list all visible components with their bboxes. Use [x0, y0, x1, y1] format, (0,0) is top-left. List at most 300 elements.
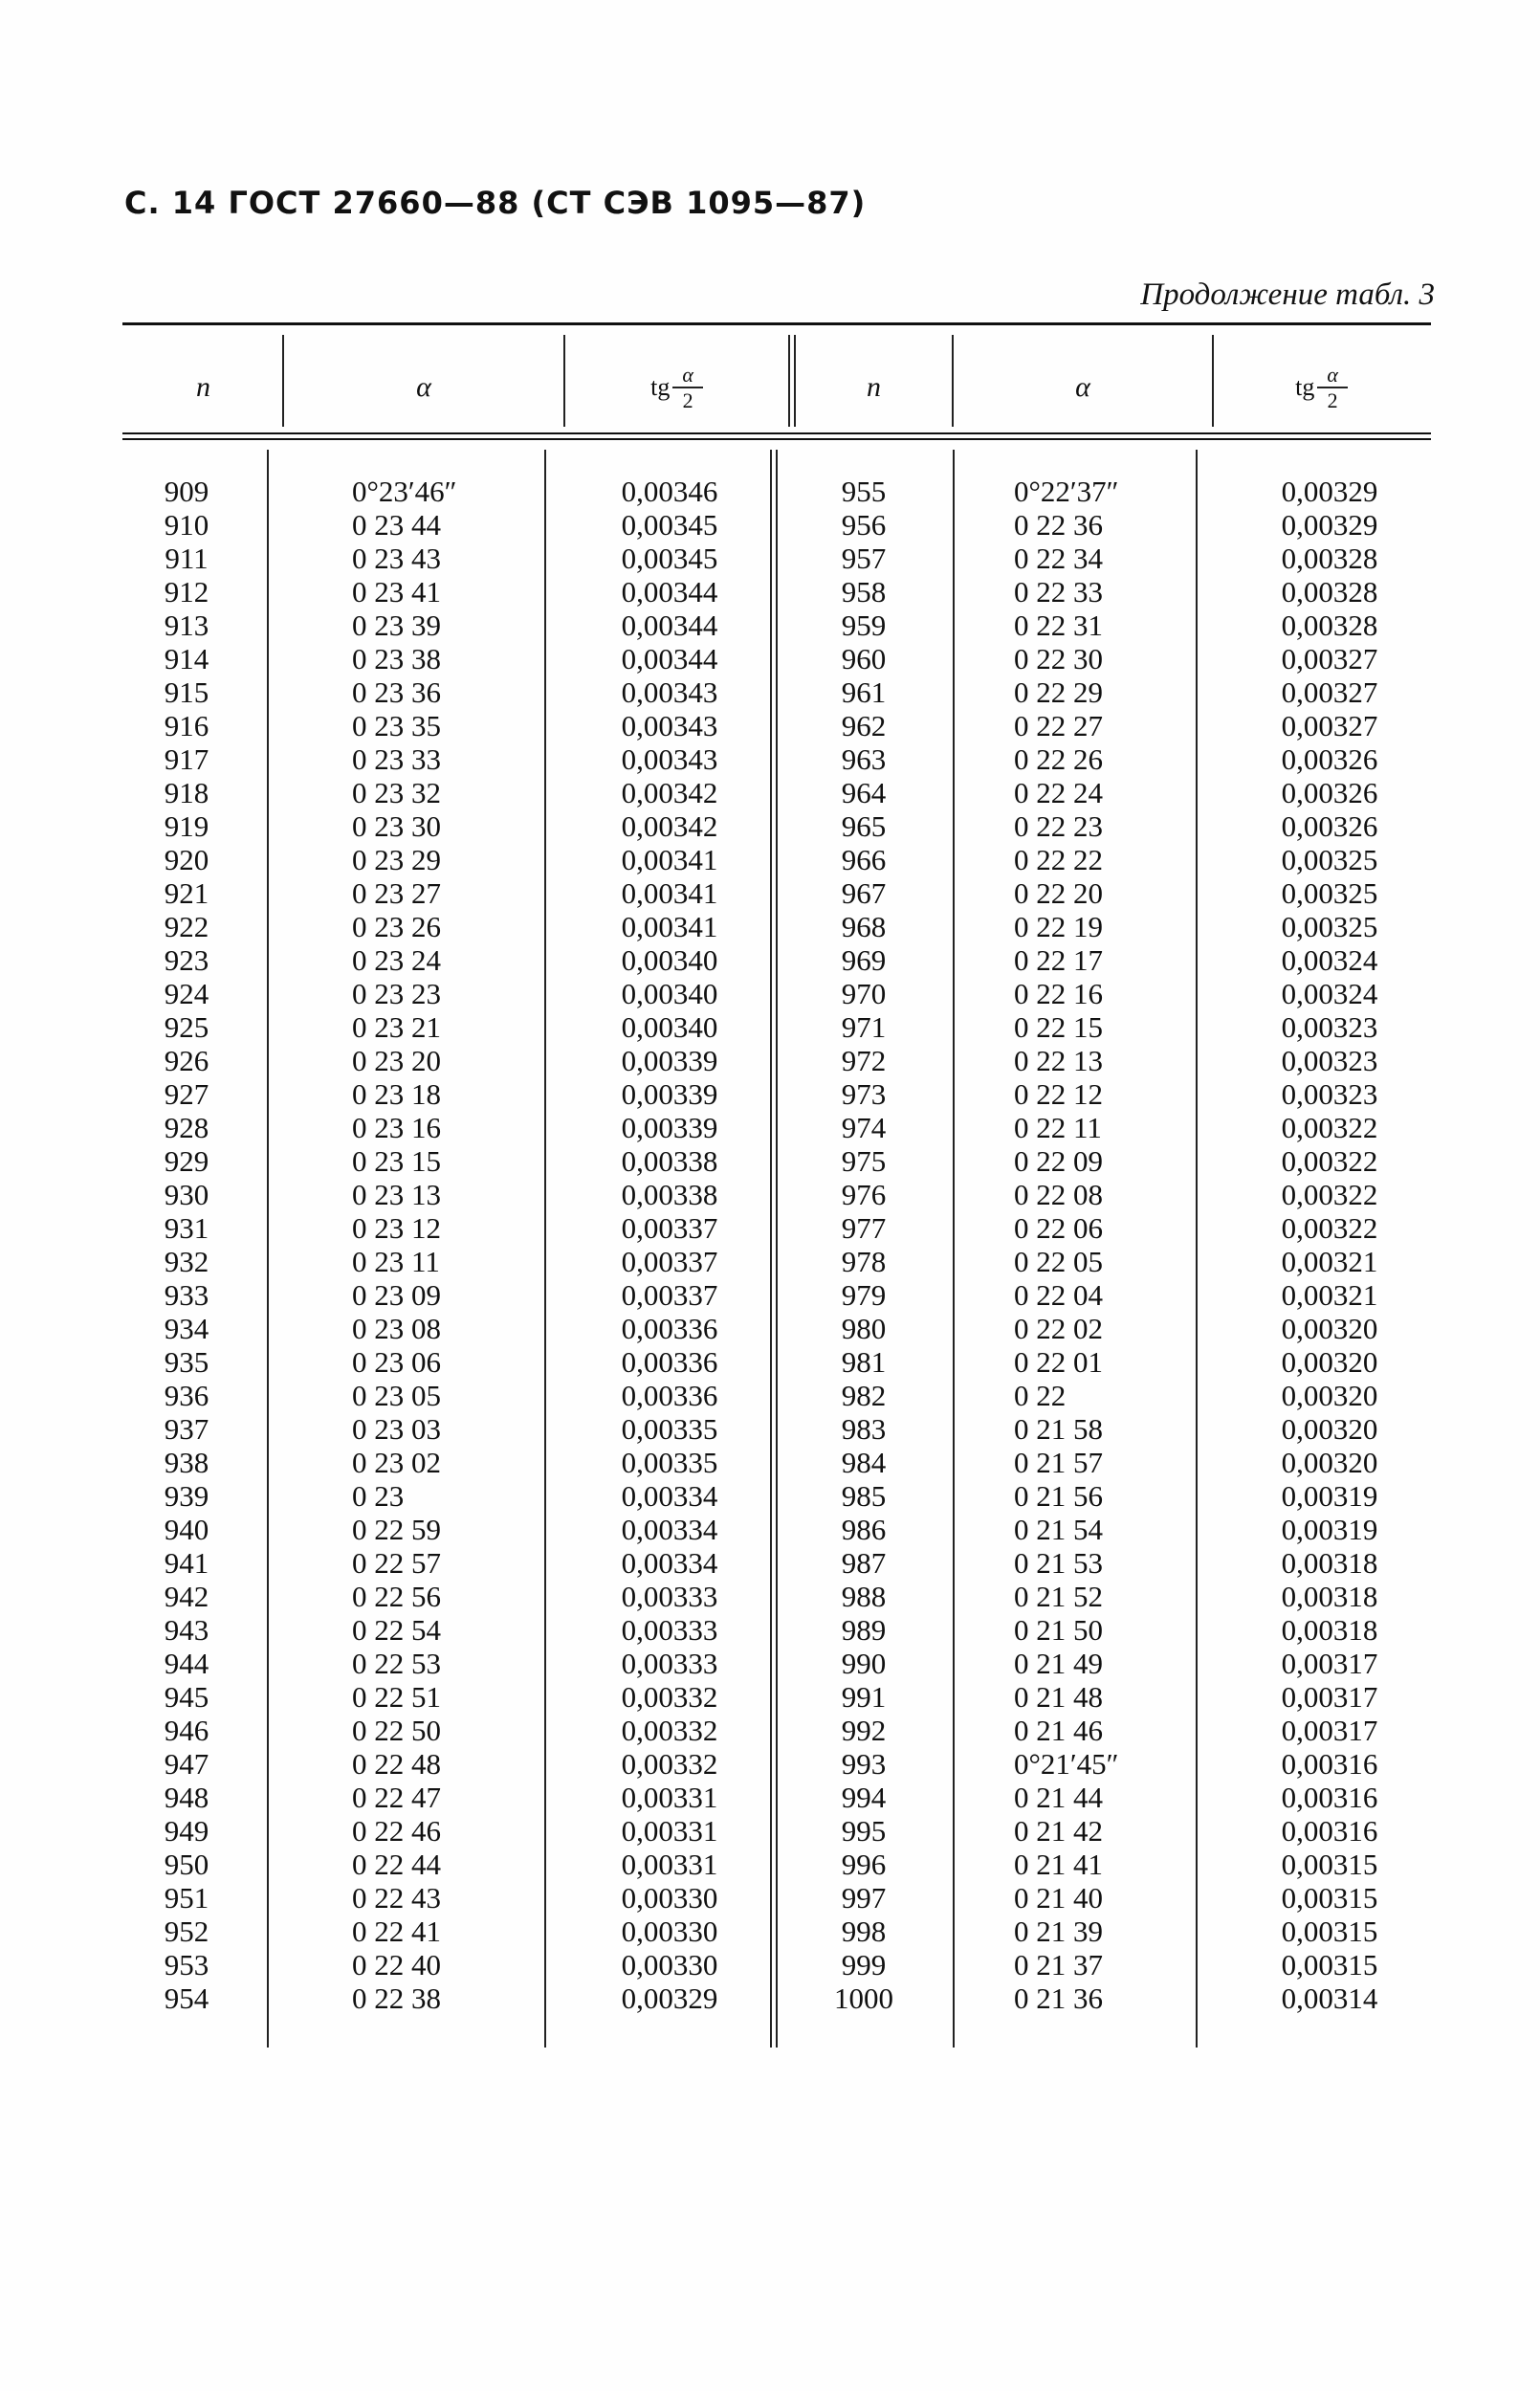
tg-half-alpha-formula — [1295, 363, 1348, 413]
table-cell-n: 952 — [164, 1915, 209, 1948]
table-cell-tg: 0,00315 — [1281, 1948, 1378, 1981]
table-cell-alpha: 0 22 12 — [1014, 1077, 1103, 1111]
table-cell-alpha: 0 22 34 — [1014, 542, 1103, 575]
table-cell-alpha: 0 22 36 — [1014, 508, 1103, 542]
table-cell-alpha: 0 23 15 — [352, 1144, 441, 1178]
table-cell-tg: 0,00346 — [621, 475, 718, 508]
table-cell-alpha: 0 22 53 — [352, 1647, 441, 1680]
table-cell-n: 986 — [841, 1513, 887, 1546]
table-cell-n: 909 — [164, 475, 209, 508]
table-cell-n: 931 — [164, 1211, 209, 1245]
table-cell-n: 979 — [841, 1278, 887, 1312]
table-cell-tg: 0,00334 — [621, 1546, 718, 1580]
table-cell-tg: 0,00323 — [1281, 1010, 1378, 1044]
table-cell-n: 935 — [164, 1345, 209, 1379]
table-cell-n: 997 — [841, 1881, 887, 1915]
table-cell-n: 921 — [164, 876, 209, 910]
table-cell-tg: 0,00320 — [1281, 1379, 1378, 1412]
table-cell-tg: 0,00316 — [1281, 1814, 1378, 1848]
table-cell-alpha: 0 22 41 — [352, 1915, 441, 1948]
table-cell-alpha: 0 21 42 — [1014, 1814, 1103, 1848]
table-cell-n: 990 — [841, 1647, 887, 1680]
table-cell-n: 964 — [841, 776, 887, 809]
table-cell-tg: 0,00326 — [1281, 742, 1378, 776]
table-cell-n: 972 — [841, 1044, 887, 1077]
table-cell-tg: 0,00341 — [621, 910, 718, 943]
table-cell-alpha: 0 21 39 — [1014, 1915, 1103, 1948]
table-cell-tg: 0,00328 — [1281, 575, 1378, 609]
table-cell-n: 967 — [841, 876, 887, 910]
table-cell-n: 982 — [841, 1379, 887, 1412]
table-cell-n: 953 — [164, 1948, 209, 1981]
table-cell-tg: 0,00318 — [1281, 1546, 1378, 1580]
table-cell-alpha: 0 23 39 — [352, 609, 441, 642]
table-cell-n: 987 — [841, 1546, 887, 1580]
table-cell-alpha: 0 23 09 — [352, 1278, 441, 1312]
table-cell-tg: 0,00315 — [1281, 1881, 1378, 1915]
table-cell-alpha: 0 22 09 — [1014, 1144, 1103, 1178]
table-cell-alpha: 0 23 43 — [352, 542, 441, 575]
column-divider-5-body — [1196, 450, 1198, 2048]
table-cell-n: 936 — [164, 1379, 209, 1412]
table-cell-alpha: 0 23 13 — [352, 1178, 441, 1211]
table-cell-tg: 0,00315 — [1281, 1915, 1378, 1948]
table-cell-tg: 0,00337 — [621, 1278, 718, 1312]
table-cell-n: 941 — [164, 1546, 209, 1580]
table-cell-n: 923 — [164, 943, 209, 977]
table-cell-n: 929 — [164, 1144, 209, 1178]
table-cell-tg: 0,00327 — [1281, 675, 1378, 709]
table-cell-n: 919 — [164, 809, 209, 843]
table-cell-alpha: 0 21 49 — [1014, 1647, 1103, 1680]
tg-prefix: tg — [650, 373, 671, 401]
table-cell-tg: 0,00339 — [621, 1111, 718, 1144]
table-cell-tg: 0,00325 — [1281, 843, 1378, 876]
table-cell-n: 916 — [164, 709, 209, 742]
table-cell-n: 991 — [841, 1680, 887, 1714]
table-cell-alpha: 0 23 11 — [352, 1245, 440, 1278]
table-cell-alpha: 0 21 41 — [1014, 1848, 1103, 1881]
table-cell-alpha: 0 23 23 — [352, 977, 441, 1010]
table-cell-alpha: 0 23 21 — [352, 1010, 441, 1044]
table-cell-tg: 0,00331 — [621, 1848, 718, 1881]
table-cell-n: 913 — [164, 609, 209, 642]
table-cell-tg: 0,00337 — [621, 1245, 718, 1278]
table-cell-tg: 0,00338 — [621, 1144, 718, 1178]
table-cell-n: 942 — [164, 1580, 209, 1613]
table-cell-alpha: 0 22 27 — [1014, 709, 1103, 742]
table-cell-n: 949 — [164, 1814, 209, 1848]
half-alpha-fraction — [1317, 363, 1348, 413]
table-cell-tg: 0,00320 — [1281, 1312, 1378, 1345]
left-tg-column — [574, 475, 765, 2015]
table-cell-tg: 0,00335 — [621, 1412, 718, 1446]
table-cell-alpha: 0 23 27 — [352, 876, 441, 910]
right-tg-column — [1234, 475, 1425, 2015]
table-cell-tg: 0,00332 — [621, 1714, 718, 1747]
half-alpha-fraction — [672, 363, 703, 413]
table-cell-n: 934 — [164, 1312, 209, 1345]
table-cell-alpha: 0 22 01 — [1014, 1345, 1103, 1379]
col-header-n-left — [124, 335, 282, 440]
table-cell-n: 974 — [841, 1111, 887, 1144]
table-cell-tg: 0,00330 — [621, 1881, 718, 1915]
table-cell-tg: 0,00322 — [1281, 1111, 1378, 1144]
table-cell-tg: 0,00334 — [621, 1513, 718, 1546]
table-cell-n: 975 — [841, 1144, 887, 1178]
table-cell-alpha: 0 22 43 — [352, 1881, 441, 1915]
table-cell-tg: 0,00339 — [621, 1077, 718, 1111]
table-cell-n: 912 — [164, 575, 209, 609]
col-header-tg-left — [565, 335, 788, 440]
column-divider-3 — [788, 335, 790, 427]
table-cell-tg: 0,00319 — [1281, 1479, 1378, 1513]
table-cell-n: 983 — [841, 1412, 887, 1446]
table-cell-n: 920 — [164, 843, 209, 876]
table-cell-n: 943 — [164, 1613, 209, 1647]
table-cell-n: 910 — [164, 508, 209, 542]
col-header-n-right — [796, 335, 952, 440]
table-cell-tg: 0,00344 — [621, 642, 718, 675]
table-cell-tg: 0,00324 — [1281, 977, 1378, 1010]
table-cell-tg: 0,00324 — [1281, 943, 1378, 977]
table-cell-tg: 0,00343 — [621, 675, 718, 709]
table-cell-tg: 0,00332 — [621, 1747, 718, 1781]
table-cell-tg: 0,00341 — [621, 876, 718, 910]
table-cell-n: 944 — [164, 1647, 209, 1680]
page-header: С. 14 ГОСТ 27660—88 (СТ СЭВ 1095—87) — [124, 185, 867, 221]
table-cell-alpha: 0 22 — [1014, 1379, 1067, 1412]
table-cell-alpha: 0 23 05 — [352, 1379, 441, 1412]
table-cell-tg: 0,00321 — [1281, 1278, 1378, 1312]
table-cell-tg: 0,00342 — [621, 776, 718, 809]
table-cell-n: 958 — [841, 575, 887, 609]
table-cell-tg: 0,00342 — [621, 809, 718, 843]
table-cell-n: 917 — [164, 742, 209, 776]
table-cell-n: 977 — [841, 1211, 887, 1245]
table-cell-alpha: 0 23 03 — [352, 1412, 441, 1446]
table-cell-n: 968 — [841, 910, 887, 943]
table-cell-tg: 0,00327 — [1281, 709, 1378, 742]
table-cell-alpha: 0 22 22 — [1014, 843, 1103, 876]
table-cell-alpha: 0 22 30 — [1014, 642, 1103, 675]
table-cell-tg: 0,00322 — [1281, 1211, 1378, 1245]
table-cell-n: 927 — [164, 1077, 209, 1111]
table-cell-n: 930 — [164, 1178, 209, 1211]
table-cell-n: 1000 — [834, 1981, 893, 2015]
table-cell-alpha: 0 22 33 — [1014, 575, 1103, 609]
table-cell-n: 962 — [841, 709, 887, 742]
column-divider-4-body — [953, 450, 955, 2048]
table-cell-n: 922 — [164, 910, 209, 943]
fraction-numerator: α — [1317, 363, 1348, 388]
table-cell-alpha: 0°23′46″ — [352, 475, 457, 508]
table-cell-n: 960 — [841, 642, 887, 675]
table-cell-alpha: 0 22 57 — [352, 1546, 441, 1580]
table-cell-tg: 0,00330 — [621, 1915, 718, 1948]
table-cell-alpha: 0 22 40 — [352, 1948, 441, 1981]
table-cell-alpha: 0 23 33 — [352, 742, 441, 776]
table-cell-tg: 0,00326 — [1281, 809, 1378, 843]
table-cell-alpha: 0 21 52 — [1014, 1580, 1103, 1613]
fraction-numerator: α — [672, 363, 703, 388]
tg-prefix: tg — [1295, 373, 1315, 401]
fraction-denominator: 2 — [682, 388, 693, 412]
table-cell-tg: 0,00336 — [621, 1312, 718, 1345]
table-cell-alpha: 0 22 17 — [1014, 943, 1103, 977]
table-cell-n: 951 — [164, 1881, 209, 1915]
table-cell-n: 963 — [841, 742, 887, 776]
table-cell-tg: 0,00323 — [1281, 1044, 1378, 1077]
table-cell-tg: 0,00318 — [1281, 1580, 1378, 1613]
table-cell-tg: 0,00327 — [1281, 642, 1378, 675]
table-cell-alpha: 0 23 32 — [352, 776, 441, 809]
table-cell-n: 940 — [164, 1513, 209, 1546]
table-cell-n: 915 — [164, 675, 209, 709]
table-cell-alpha: 0 23 24 — [352, 943, 441, 977]
table-cell-tg: 0,00318 — [1281, 1613, 1378, 1647]
table-cell-alpha: 0 23 38 — [352, 642, 441, 675]
col-header-n-text: n — [867, 371, 881, 403]
table-cell-alpha: 0 22 23 — [1014, 809, 1103, 843]
table-cell-alpha: 0 23 12 — [352, 1211, 441, 1245]
table-cell-alpha: 0 22 54 — [352, 1613, 441, 1647]
col-header-alpha-left — [284, 335, 563, 440]
table-cell-tg: 0,00320 — [1281, 1345, 1378, 1379]
table-cell-alpha: 0 22 02 — [1014, 1312, 1103, 1345]
table-cell-tg: 0,00322 — [1281, 1178, 1378, 1211]
table-cell-tg: 0,00317 — [1281, 1647, 1378, 1680]
table-cell-n: 978 — [841, 1245, 887, 1278]
table-cell-alpha: 0 22 16 — [1014, 977, 1103, 1010]
table-cell-alpha: 0 23 44 — [352, 508, 441, 542]
table-cell-alpha: 0 22 19 — [1014, 910, 1103, 943]
table-cell-alpha: 0 23 30 — [352, 809, 441, 843]
table-cell-tg: 0,00323 — [1281, 1077, 1378, 1111]
column-divider-2-body — [544, 450, 546, 2048]
table-cell-n: 970 — [841, 977, 887, 1010]
table-cell-alpha: 0 23 26 — [352, 910, 441, 943]
table-cell-n: 924 — [164, 977, 209, 1010]
table-cell-n: 928 — [164, 1111, 209, 1144]
table-cell-n: 937 — [164, 1412, 209, 1446]
table-cell-alpha: 0°22′37″ — [1014, 475, 1119, 508]
table-cell-alpha: 0 22 38 — [352, 1981, 441, 2015]
table-cell-tg: 0,00335 — [621, 1446, 718, 1479]
table-cell-n: 938 — [164, 1446, 209, 1479]
table-cell-n: 998 — [841, 1915, 887, 1948]
table-cell-tg: 0,00341 — [621, 843, 718, 876]
table-cell-n: 993 — [841, 1747, 887, 1781]
table-cell-alpha: 0 23 08 — [352, 1312, 441, 1345]
table-cell-alpha: 0 23 02 — [352, 1446, 441, 1479]
table-cell-n: 989 — [841, 1613, 887, 1647]
table-cell-n: 939 — [164, 1479, 209, 1513]
table-cell-alpha: 0 21 54 — [1014, 1513, 1103, 1546]
table-cell-tg: 0,00336 — [621, 1379, 718, 1412]
table-cell-alpha: 0 21 53 — [1014, 1546, 1103, 1580]
table-cell-tg: 0,00321 — [1281, 1245, 1378, 1278]
table-cell-n: 945 — [164, 1680, 209, 1714]
table-cell-alpha: 0 22 59 — [352, 1513, 441, 1546]
table-cell-alpha: 0 23 16 — [352, 1111, 441, 1144]
table-cell-tg: 0,00330 — [621, 1948, 718, 1981]
table-cell-alpha: 0 22 20 — [1014, 876, 1103, 910]
table-continuation-caption: Продолжение табл. 3 — [1140, 277, 1435, 312]
table-cell-tg: 0,00319 — [1281, 1513, 1378, 1546]
table-cell-n: 918 — [164, 776, 209, 809]
table-cell-n: 980 — [841, 1312, 887, 1345]
table-cell-alpha: 0 23 35 — [352, 709, 441, 742]
table-cell-alpha: 0 23 41 — [352, 575, 441, 609]
table-cell-n: 914 — [164, 642, 209, 675]
table-cell-tg: 0,00340 — [621, 1010, 718, 1044]
table-cell-alpha: 0 22 44 — [352, 1848, 441, 1881]
col-header-alpha-right — [954, 335, 1212, 440]
table-cell-tg: 0,00328 — [1281, 542, 1378, 575]
table-cell-alpha: 0 21 57 — [1014, 1446, 1103, 1479]
table-cell-n: 996 — [841, 1848, 887, 1881]
table-cell-alpha: 0 21 50 — [1014, 1613, 1103, 1647]
right-n-column — [811, 475, 916, 2015]
column-divider-1-body — [267, 450, 269, 2048]
table-cell-n: 946 — [164, 1714, 209, 1747]
table-cell-alpha: 0 23 18 — [352, 1077, 441, 1111]
table-top-rule — [122, 322, 1431, 325]
table-cell-tg: 0,00320 — [1281, 1446, 1378, 1479]
left-n-column — [134, 475, 239, 2015]
table-cell-tg: 0,00345 — [621, 542, 718, 575]
table-cell-tg: 0,00332 — [621, 1680, 718, 1714]
table-cell-tg: 0,00326 — [1281, 776, 1378, 809]
table-cell-n: 961 — [841, 675, 887, 709]
table-cell-alpha: 0 22 47 — [352, 1781, 441, 1814]
table-cell-tg: 0,00333 — [621, 1613, 718, 1647]
table-cell-alpha: 0 22 24 — [1014, 776, 1103, 809]
table-cell-n: 994 — [841, 1781, 887, 1814]
table-cell-n: 957 — [841, 542, 887, 575]
table-cell-alpha: 0 23 — [352, 1479, 405, 1513]
table-cell-tg: 0,00331 — [621, 1814, 718, 1848]
table-cell-alpha: 0 23 06 — [352, 1345, 441, 1379]
table-cell-n: 954 — [164, 1981, 209, 2015]
table-cell-tg: 0,00333 — [621, 1580, 718, 1613]
table-cell-tg: 0,00343 — [621, 742, 718, 776]
table-cell-alpha: 0 22 05 — [1014, 1245, 1103, 1278]
table-cell-alpha: 0 22 04 — [1014, 1278, 1103, 1312]
table-cell-n: 999 — [841, 1948, 887, 1981]
table-cell-n: 971 — [841, 1010, 887, 1044]
table-cell-alpha: 0 21 58 — [1014, 1412, 1103, 1446]
table-cell-alpha: 0 23 29 — [352, 843, 441, 876]
table-cell-tg: 0,00329 — [621, 1981, 718, 2015]
table-cell-tg: 0,00314 — [1281, 1981, 1378, 2015]
table-cell-alpha: 0 21 40 — [1014, 1881, 1103, 1915]
table-cell-n: 947 — [164, 1747, 209, 1781]
table-cell-n: 981 — [841, 1345, 887, 1379]
col-header-n-text: n — [196, 371, 210, 403]
table-cell-n: 966 — [841, 843, 887, 876]
left-alpha-column — [352, 475, 534, 2015]
table-cell-alpha: 0 22 56 — [352, 1580, 441, 1613]
table-cell-alpha: 0 22 13 — [1014, 1044, 1103, 1077]
table-cell-alpha: 0 21 44 — [1014, 1781, 1103, 1814]
table-cell-tg: 0,00329 — [1281, 475, 1378, 508]
table-cell-tg: 0,00343 — [621, 709, 718, 742]
table-cell-tg: 0,00340 — [621, 977, 718, 1010]
table-cell-n: 932 — [164, 1245, 209, 1278]
table-cell-tg: 0,00336 — [621, 1345, 718, 1379]
table-cell-alpha: 0 22 08 — [1014, 1178, 1103, 1211]
table-cell-alpha: 0 22 15 — [1014, 1010, 1103, 1044]
table-cell-tg: 0,00345 — [621, 508, 718, 542]
table-cell-n: 976 — [841, 1178, 887, 1211]
table-cell-alpha: 0 23 20 — [352, 1044, 441, 1077]
table-cell-tg: 0,00333 — [621, 1647, 718, 1680]
table-cell-alpha: 0°21′45″ — [1014, 1747, 1119, 1781]
table-cell-n: 959 — [841, 609, 887, 642]
table-cell-n: 948 — [164, 1781, 209, 1814]
right-alpha-column — [1014, 475, 1186, 2015]
table-cell-tg: 0,00344 — [621, 609, 718, 642]
table-cell-tg: 0,00316 — [1281, 1781, 1378, 1814]
table-cell-n: 933 — [164, 1278, 209, 1312]
table-cell-tg: 0,00322 — [1281, 1144, 1378, 1178]
table-cell-tg: 0,00315 — [1281, 1848, 1378, 1881]
table-cell-n: 995 — [841, 1814, 887, 1848]
col-header-tg-right — [1214, 335, 1429, 440]
tg-half-alpha-formula — [650, 363, 703, 413]
table-cell-tg: 0,00339 — [621, 1044, 718, 1077]
table-cell-alpha: 0 22 50 — [352, 1714, 441, 1747]
table-cell-alpha: 0 21 37 — [1014, 1948, 1103, 1981]
table-cell-tg: 0,00331 — [621, 1781, 718, 1814]
table-cell-tg: 0,00320 — [1281, 1412, 1378, 1446]
table-cell-alpha: 0 22 29 — [1014, 675, 1103, 709]
column-divider-3b-body — [776, 450, 778, 2048]
table-cell-tg: 0,00325 — [1281, 876, 1378, 910]
table-cell-tg: 0,00325 — [1281, 910, 1378, 943]
table-cell-tg: 0,00316 — [1281, 1747, 1378, 1781]
table-cell-tg: 0,00329 — [1281, 508, 1378, 542]
table-cell-n: 955 — [841, 475, 887, 508]
table-cell-n: 985 — [841, 1479, 887, 1513]
table-cell-n: 965 — [841, 809, 887, 843]
table-cell-alpha: 0 21 36 — [1014, 1981, 1103, 2015]
table-cell-n: 969 — [841, 943, 887, 977]
table-cell-n: 956 — [841, 508, 887, 542]
table-cell-n: 950 — [164, 1848, 209, 1881]
table-cell-alpha: 0 22 48 — [352, 1747, 441, 1781]
table-cell-n: 926 — [164, 1044, 209, 1077]
table-cell-tg: 0,00338 — [621, 1178, 718, 1211]
table-cell-n: 992 — [841, 1714, 887, 1747]
table-cell-alpha: 0 21 56 — [1014, 1479, 1103, 1513]
table-cell-n: 973 — [841, 1077, 887, 1111]
table-cell-tg: 0,00337 — [621, 1211, 718, 1245]
table-cell-alpha: 0 21 48 — [1014, 1680, 1103, 1714]
table-cell-tg: 0,00317 — [1281, 1680, 1378, 1714]
table-cell-n: 984 — [841, 1446, 887, 1479]
table-cell-alpha: 0 23 36 — [352, 675, 441, 709]
column-divider-3-body — [770, 450, 772, 2048]
col-header-alpha-text: α — [1075, 371, 1090, 403]
col-header-alpha-text: α — [416, 371, 431, 403]
table-cell-alpha: 0 22 51 — [352, 1680, 441, 1714]
table-cell-alpha: 0 22 46 — [352, 1814, 441, 1848]
table-cell-alpha: 0 21 46 — [1014, 1714, 1103, 1747]
table-cell-alpha: 0 22 26 — [1014, 742, 1103, 776]
